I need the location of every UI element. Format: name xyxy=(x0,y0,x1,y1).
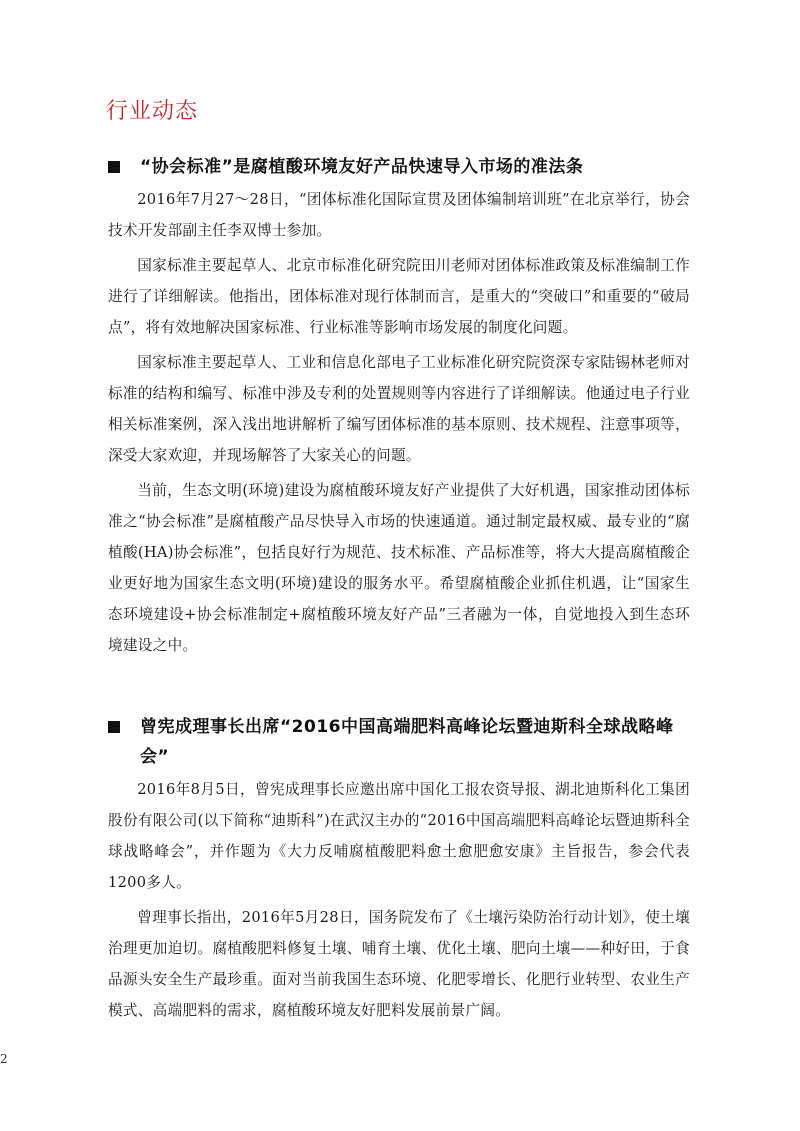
article-paragraph: 当前，生态文明(环境)建设为腐植酸环境友好产业提供了大好机遇，国家推动团体标准之“协会标准”是腐植酸产品尽快导入市场的快速通道。通过制定最权威、最专业的“腐植酸(HA)协会标准”，包括良好行为规范、技术标准、产品标准等，将大大提高腐植酸企业更好地为国家生态文明(环境)建设的服务水平。希望腐植酸企业抓住机遇，让“国家生态环境建设+协会标准制定+腐植酸环境友好产品”三者融为一体，自觉地投入到生态环境建设之中。 xyxy=(108,482,690,654)
article-paragraph: 2016年8月5日，曾宪成理事长应邀出席中国化工报农资导报、湖北迪斯科化工集团股份有限公司(以下简称“迪斯科”)在武汉主办的“2016中国高端肥料高峰论坛暨迪斯科全球战略峰会”，并作题为《大力反哺腐植酸肥料愈土愈肥愈安康》主旨报告，参会代表1200多人。 xyxy=(108,781,690,891)
page-number: 2 xyxy=(0,1052,8,1066)
article-paragraph: 2016年7月27～28日，“团体标准化国际宣贯及团体编制培训班”在北京举行，协会技术开发部副主任李双博士参加。 xyxy=(108,191,690,239)
article-heading xyxy=(108,152,690,182)
article-paragraph: 曾理事长指出，2016年5月28日，国务院发布了《土壤污染防治行动计划》，使土壤治理更加迫切。腐植酸肥料修复土壤、哺育土壤、优化土壤、肥向土壤——种好田，于食品源头安全生产最珍重。面对当前我国生态环境、化肥零增长、化肥行业转型、农业生产模式、高端肥料的需求，腐植酸环境友好肥料发展前景广阔。 xyxy=(108,909,690,1019)
article-heading-text: 曾宪成理事长出席“2016中国高端肥料高峰论坛暨迪斯科全球战略峰会” xyxy=(140,717,674,767)
article-association-standard xyxy=(108,152,690,665)
article-paragraph: 国家标准主要起草人、北京市标准化研究院田川老师对团体标准政策及标准编制工作进行了详细解读。他指出，团体标准对现行体制而言，是重大的“突破口”和重要的“破局点”，将有效地解决国家标准、行业标准等影响市场发展的制度化问题。 xyxy=(108,257,690,336)
article-fertilizer-summit xyxy=(108,712,690,1030)
section-title: 行业动态 xyxy=(106,99,199,124)
article-heading xyxy=(108,712,690,772)
square-bullet-icon xyxy=(108,721,120,733)
article-paragraph: 国家标准主要起草人、工业和信息化部电子工业标准化研究院资深专家陆锡林老师对标准的结构和编写、标准中涉及专利的处置规则等内容进行了详细解读。他通过电子行业相关标准案例，深入浅出地讲解析了编写团体标准的基本原则、技术规程、注意事项等，深受大家欢迎，并现场解答了大家关心的问题。 xyxy=(108,354,690,464)
article-heading-text: “协会标准”是腐植酸环境友好产品快速导入市场的准法条 xyxy=(140,157,584,177)
square-bullet-icon xyxy=(108,161,120,173)
